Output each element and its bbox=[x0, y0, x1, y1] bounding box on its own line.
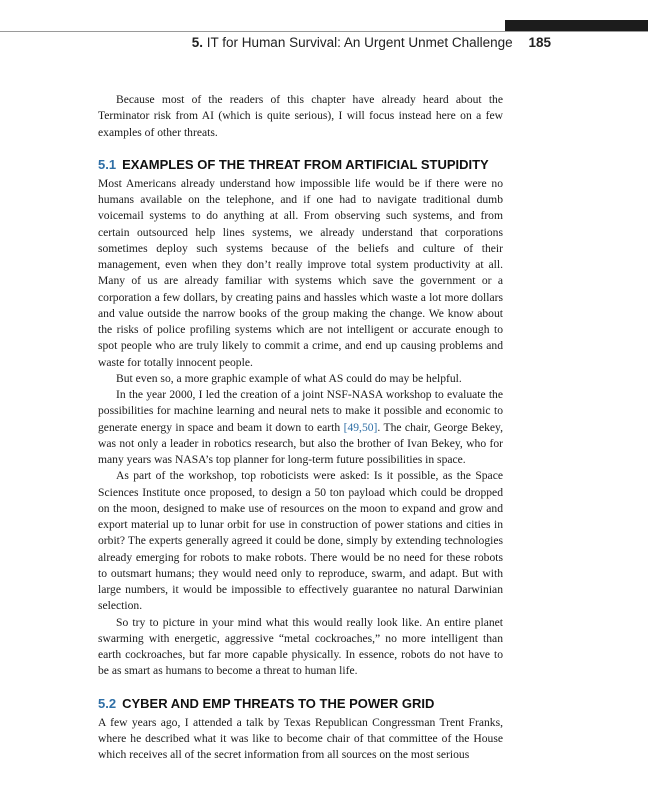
paragraph: A few years ago, I attended a talk by Texas Republican Congressman Trent Franks, where he described what it was like to become chair of that committee of the House which receives all of the secret information from all sources on the most serious bbox=[98, 715, 503, 761]
chapter-number: 5. bbox=[191, 35, 204, 50]
header-rule bbox=[0, 31, 648, 32]
section-title: CYBER AND EMP THREATS TO THE POWER GRID bbox=[122, 695, 435, 711]
paragraph-text: In the year 2000, I led the creation of a joint NSF-NASA workshop to evaluate the possibilities for machine learning and neural nets to make it possible and economic to generate energy in space and beam it down to earth bbox=[98, 388, 503, 434]
paragraph: As part of the workshop, top roboticists were asked: Is it possible, as the Space Sciences Institute once proposed, to design a 50 ton payload which could be dropped on the moon, designed to make use of resources on the moon to expand and grow and export material up to lunar orbit for use in construction of power stations and cities in orbit? The experts generally agreed it could be done, simply by extending technologies already emerging for robots to make robots. There would be no need for these robots to outsmart humans; they would need only to reproduce, swarm, and adapt. But with large numbers, it would be impossible to effectively guarantee no natural Darwinian selection. bbox=[98, 469, 503, 613]
intro-paragraph: Because most of the readers of this chapter have already heard about the Terminator risk from AI (which is quite serious), I will focus instead here on a few examples of other threats. bbox=[98, 93, 503, 139]
citation-link[interactable]: [49,50] bbox=[343, 420, 378, 434]
page-body bbox=[98, 92, 503, 763]
section-title: EXAMPLES OF THE THREAT FROM ARTIFICIAL STUPIDITY bbox=[122, 156, 489, 172]
paragraph-text: . The chair, George Bekey, was not only a leader in robotics research, but also the brother of Ivan Bekey, who for many years was NASA’s top planner for long-term future possibilities in space. bbox=[98, 420, 503, 466]
section-heading-5-1 bbox=[98, 157, 503, 173]
paragraph: Most Americans already understand how impossible life would be if there were no humans available on the telephone, and if one had to navigate traditional dumb voicemail systems to do anything at all. From observing such systems, and from certain outsourced help lines systems, we already understand that corporations sometimes deploy such systems because of the beliefs and culture of their management, even when they don’t really improve total system productivity at all. Many of us are already familiar with systems which save the government or a corporation a few dollars, by creating pains and hassles which waste a lot more dollars and value outside the narrow books of the group making the change. We know about the risks of police profiling systems which are not intelligent or accurate enough to spot people who are truly likely to commit a crime, and end up causing problems and waste for totally innocent people. bbox=[98, 176, 503, 369]
page-number: 185 bbox=[528, 35, 551, 50]
section-number: 5.2 bbox=[98, 695, 117, 711]
paragraph-with-citation bbox=[98, 387, 503, 468]
section-number: 5.1 bbox=[98, 156, 117, 172]
paragraph: But even so, a more graphic example of what AS could do may be helpful. bbox=[116, 371, 462, 385]
running-head bbox=[192, 35, 551, 50]
chapter-title: IT for Human Survival: An Urgent Unmet Challenge bbox=[206, 35, 513, 50]
paragraph: So try to picture in your mind what this would really look like. An entire planet swarming with energetic, aggressive “metal cockroaches,” no more intelligent than earth cockroaches, but far more capable physically. In essence, robots do not have to be as smart as humans to become a threat to human life. bbox=[98, 615, 503, 678]
section-heading-5-2 bbox=[98, 696, 503, 712]
